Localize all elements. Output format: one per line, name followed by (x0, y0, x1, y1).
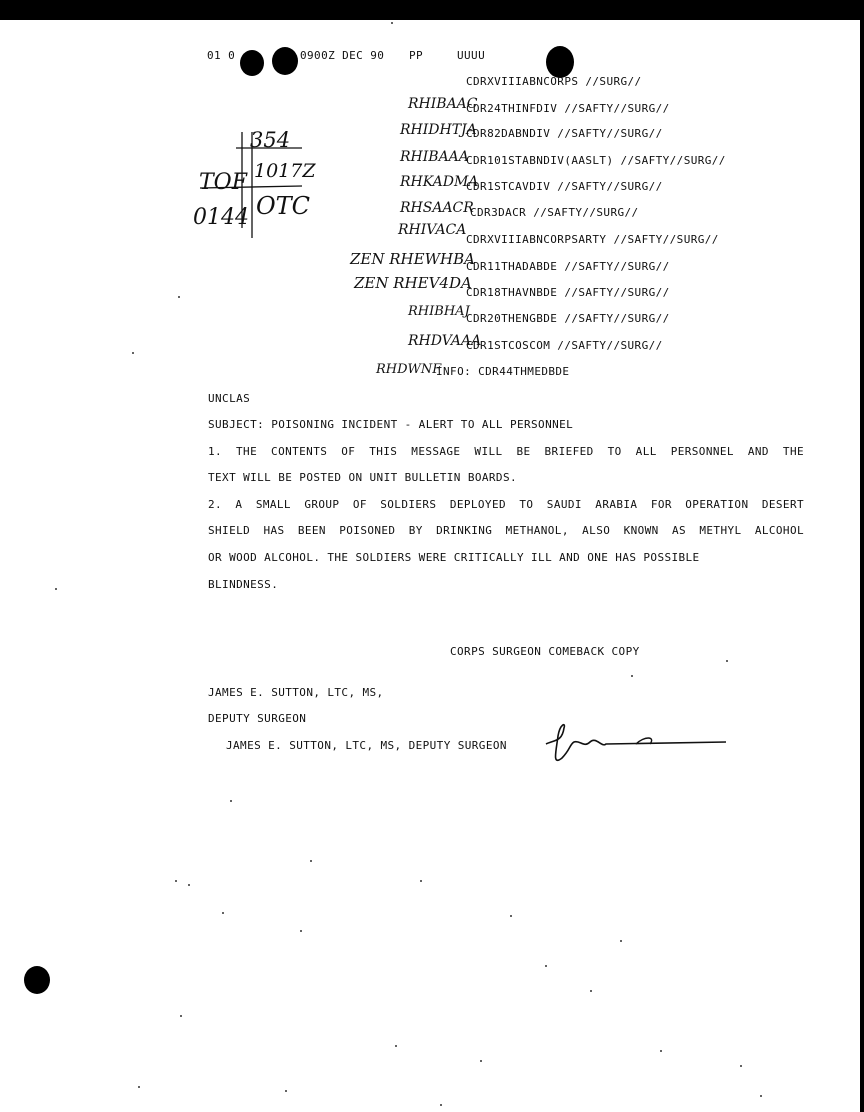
paragraph-1-line: 1. THE CONTENTS OF THIS MESSAGE WILL BE BRIEFED TO ALL PERSONNEL AND THE (208, 445, 804, 458)
routing-address: CDR18THAVNBDE //SAFTY//SURG// (466, 286, 670, 299)
routing-address: CDRXVIIIABNCORPSARTY //SAFTY//SURG// (466, 233, 719, 246)
routing-address: CDR1STCAVDIV //SAFTY//SURG// (466, 180, 663, 193)
scan-speckle (285, 1090, 287, 1092)
routing-indicator: RHKADMA (400, 174, 479, 190)
comeback-copy-label: CORPS SURGEON COMEBACK COPY (450, 645, 640, 658)
scan-speckle (391, 22, 393, 24)
routing-indicator: RHIBHAJ (408, 304, 470, 319)
scan-speckle (760, 1095, 762, 1097)
scan-speckle (620, 940, 622, 942)
routing-indicator: ZEN RHEV4DA (354, 274, 472, 292)
scan-speckle (395, 1045, 397, 1047)
signature-title: DEPUTY SURGEON (208, 712, 307, 725)
handwritten-signature (540, 722, 730, 782)
routing-indicator: RHIBAAA (400, 149, 469, 165)
scan-top-border (0, 0, 864, 20)
routing-address: CDR82DABNDIV //SAFTY//SURG// (466, 127, 663, 140)
scan-speckle (132, 352, 134, 354)
marginal-note-code: OTC (256, 192, 311, 220)
info-address: INFO: CDR44THMEDBDE (436, 365, 570, 378)
scan-speckle (188, 884, 190, 886)
paragraph-2-line: SHIELD HAS BEEN POISONED BY DRINKING METHANOL, ALSO KNOWN AS METHYL ALCOHOL (208, 524, 804, 537)
routing-address: CDR3DACR //SAFTY//SURG// (470, 206, 639, 219)
routing-indicator: RHSAACR (400, 200, 474, 216)
scan-speckle (310, 860, 312, 862)
marginal-note-left: 0144 (193, 205, 249, 230)
signature-name: JAMES E. SUTTON, LTC, MS, (208, 686, 384, 699)
paragraph-1-line: TEXT WILL BE POSTED ON UNIT BULLETIN BOARDS. (208, 471, 517, 484)
signed-line: JAMES E. SUTTON, LTC, MS, DEPUTY SURGEON (226, 739, 507, 752)
scan-speckle (300, 930, 302, 932)
scan-speckle (590, 990, 592, 992)
routing-indicator: RHIDHTJA (400, 122, 477, 138)
scan-speckle (175, 880, 177, 882)
marginal-note-time: 1017Z (254, 160, 316, 182)
routing-address: CDR11THADABDE //SAFTY//SURG// (466, 260, 670, 273)
dtg-prefix: 01 0 (207, 49, 236, 62)
paragraph-2-line: OR WOOD ALCOHOL. THE SOLDIERS WERE CRITICALLY ILL AND ONE HAS POSSIBLE (208, 551, 700, 564)
classification-code: UUUU (457, 49, 486, 62)
routing-address: CDR20THENGBDE //SAFTY//SURG// (466, 312, 670, 325)
scan-speckle (55, 588, 57, 590)
dtg-suffix: 0900Z DEC 90 (300, 49, 385, 62)
scan-speckle (180, 1015, 182, 1017)
routing-address: CDR24THINFDIV //SAFTY//SURG// (466, 102, 670, 115)
scan-speckle (545, 965, 547, 967)
routing-address: CDR101STABNDIV(AASLT) //SAFTY//SURG// (466, 154, 726, 167)
scan-speckle (138, 1086, 140, 1088)
body-classification: UNCLAS (208, 392, 251, 405)
scan-speckle (510, 915, 512, 917)
routing-indicator: RHIBAAC (408, 96, 478, 112)
scan-speckle (660, 1050, 662, 1052)
precedence: PP (409, 49, 424, 62)
scan-speckle (440, 1104, 442, 1106)
routing-indicator: RHDVAAA (408, 333, 482, 349)
scan-speckle (740, 1065, 742, 1067)
redaction-blot (546, 46, 574, 78)
scan-speckle (631, 675, 633, 677)
scan-speckle (420, 880, 422, 882)
scan-speckle (230, 800, 232, 802)
scan-speckle (726, 660, 728, 662)
redaction-blot (240, 50, 264, 76)
paragraph-2-line: BLINDNESS. (208, 578, 279, 591)
routing-indicator: ZEN RHEWHBA (350, 250, 475, 268)
redaction-blot (272, 47, 298, 75)
scan-speckle (480, 1060, 482, 1062)
from-line: CDRXVIIIABNCORPS //SURG// (466, 75, 642, 88)
marginal-note-number: 354 (250, 128, 291, 152)
scan-right-border (860, 0, 864, 1112)
routing-indicator: RHIVACA (398, 222, 467, 238)
punch-hole (24, 966, 50, 994)
routing-address: CDR1STCOSCOM //SAFTY//SURG// (466, 339, 663, 352)
info-indicator: RHDWNF (376, 362, 442, 377)
scan-speckle (178, 296, 180, 298)
subject-line: SUBJECT: POISONING INCIDENT - ALERT TO ALL PERSONNEL (208, 418, 574, 431)
scan-speckle (222, 912, 224, 914)
marginal-note-left: TOF (199, 170, 247, 195)
paragraph-2-line: 2. A SMALL GROUP OF SOLDIERS DEPLOYED TO SAUDI ARABIA FOR OPERATION DESERT (208, 498, 804, 511)
